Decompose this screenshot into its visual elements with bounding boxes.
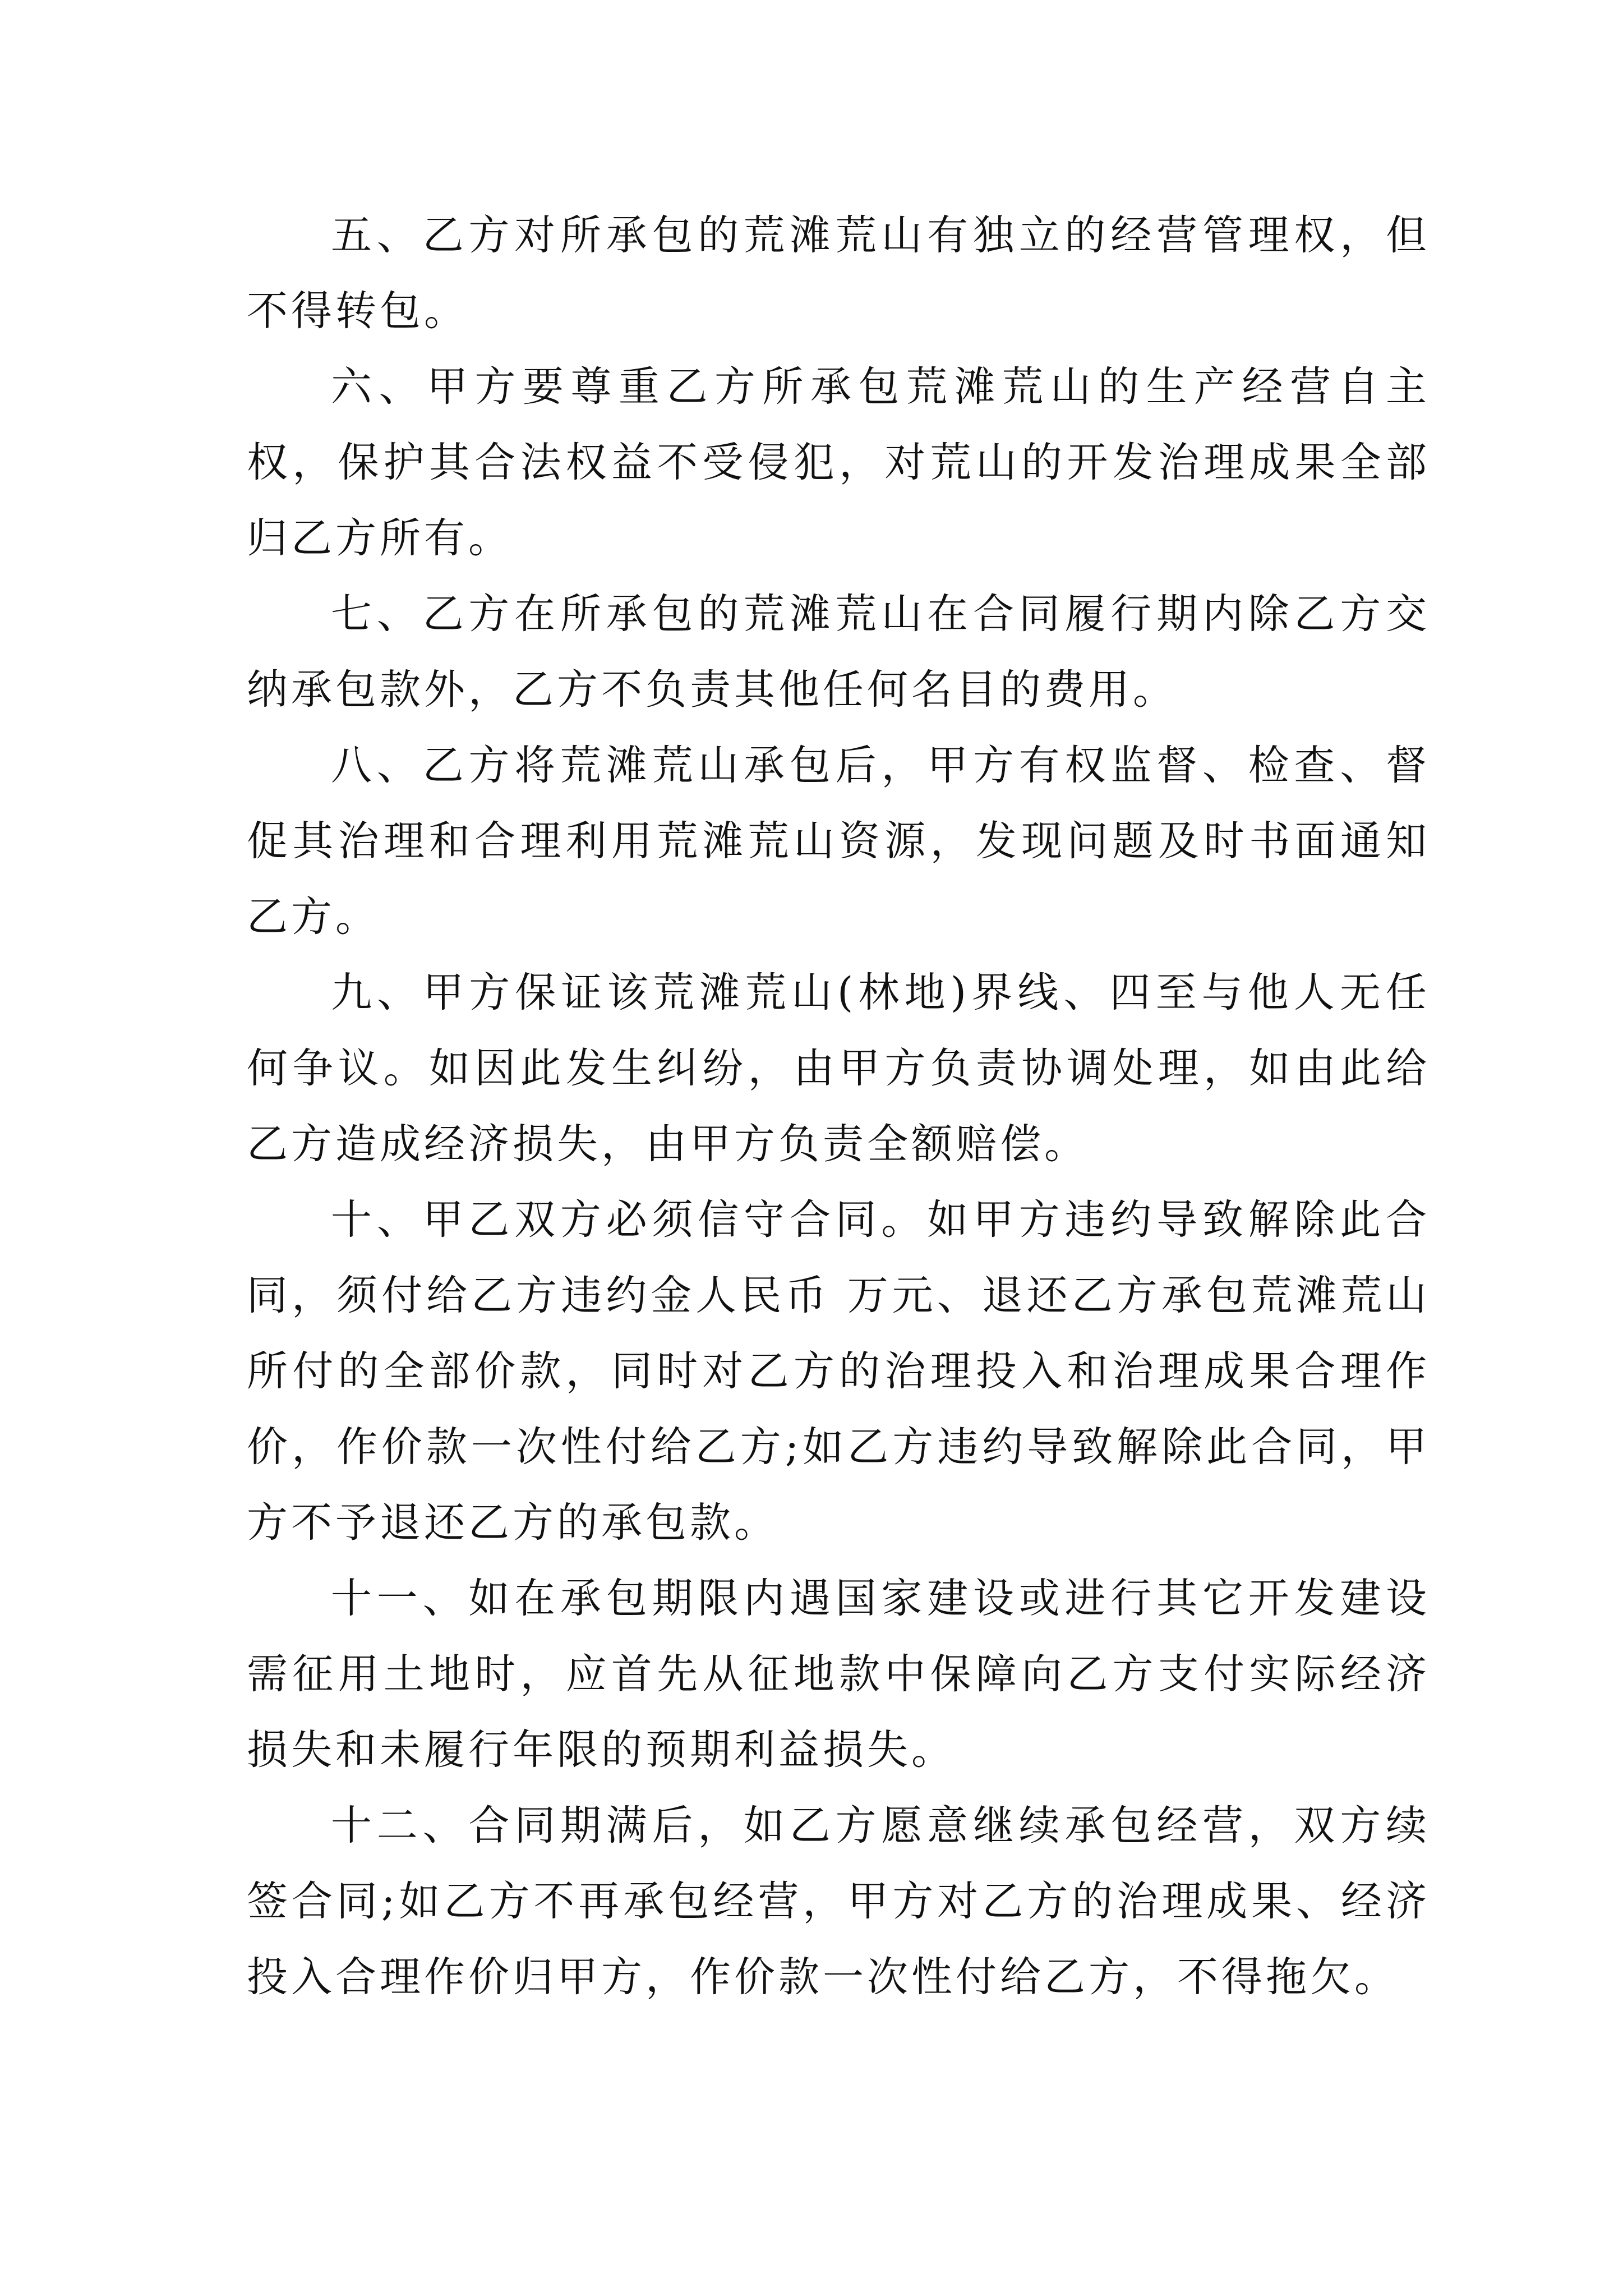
clause-12: 十二、合同期满后，如乙方愿意继续承包经营，双方续签合同;如乙方不再承包经营，甲方对乙方的治理成果、经济投入合理作价归甲方，作价款一次性付给乙方，不得拖欠。 — [247, 1802, 1430, 2001]
document-body — [247, 197, 1430, 2015]
clause-6: 六、甲方要尊重乙方所承包荒滩荒山的生产经营自主权，保护其合法权益不受侵犯，对荒山的开发治理成果全部归乙方所有。 — [247, 363, 1430, 562]
clause-8: 八、乙方将荒滩荒山承包后，甲方有权监督、检查、督促其治理和合理利用荒滩荒山资源，发现问题及时书面通知乙方。 — [247, 742, 1430, 941]
clause-11: 十一、如在承包期限内遇国家建设或进行其它开发建设需征用土地时，应首先从征地款中保障向乙方支付实际经济损失和未履行年限的预期利益损失。 — [247, 1575, 1430, 1774]
clause-9: 九、甲方保证该荒滩荒山(林地)界线、四至与他人无任何争议。如因此发生纠纷，由甲方负责协调处理，如由此给乙方造成经济损失，由甲方负责全额赔偿。 — [247, 969, 1430, 1168]
clause-5: 五、乙方对所承包的荒滩荒山有独立的经营管理权，但不得转包。 — [247, 211, 1430, 335]
clause-10: 十、甲乙双方必须信守合同。如甲方违约导致解除此合同，须付给乙方违约金人民币 万元、退还乙方承包荒滩荒山所付的全部价款，同时对乙方的治理投入和治理成果合理作价，作价款一次性付给乙方;如乙方违约导致解除此合同，甲方不予退还乙方的承包款。 — [247, 1196, 1430, 1547]
clause-7: 七、乙方在所承包的荒滩荒山在合同履行期内除乙方交纳承包款外，乙方不负责其他任何名目的费用。 — [247, 590, 1430, 714]
